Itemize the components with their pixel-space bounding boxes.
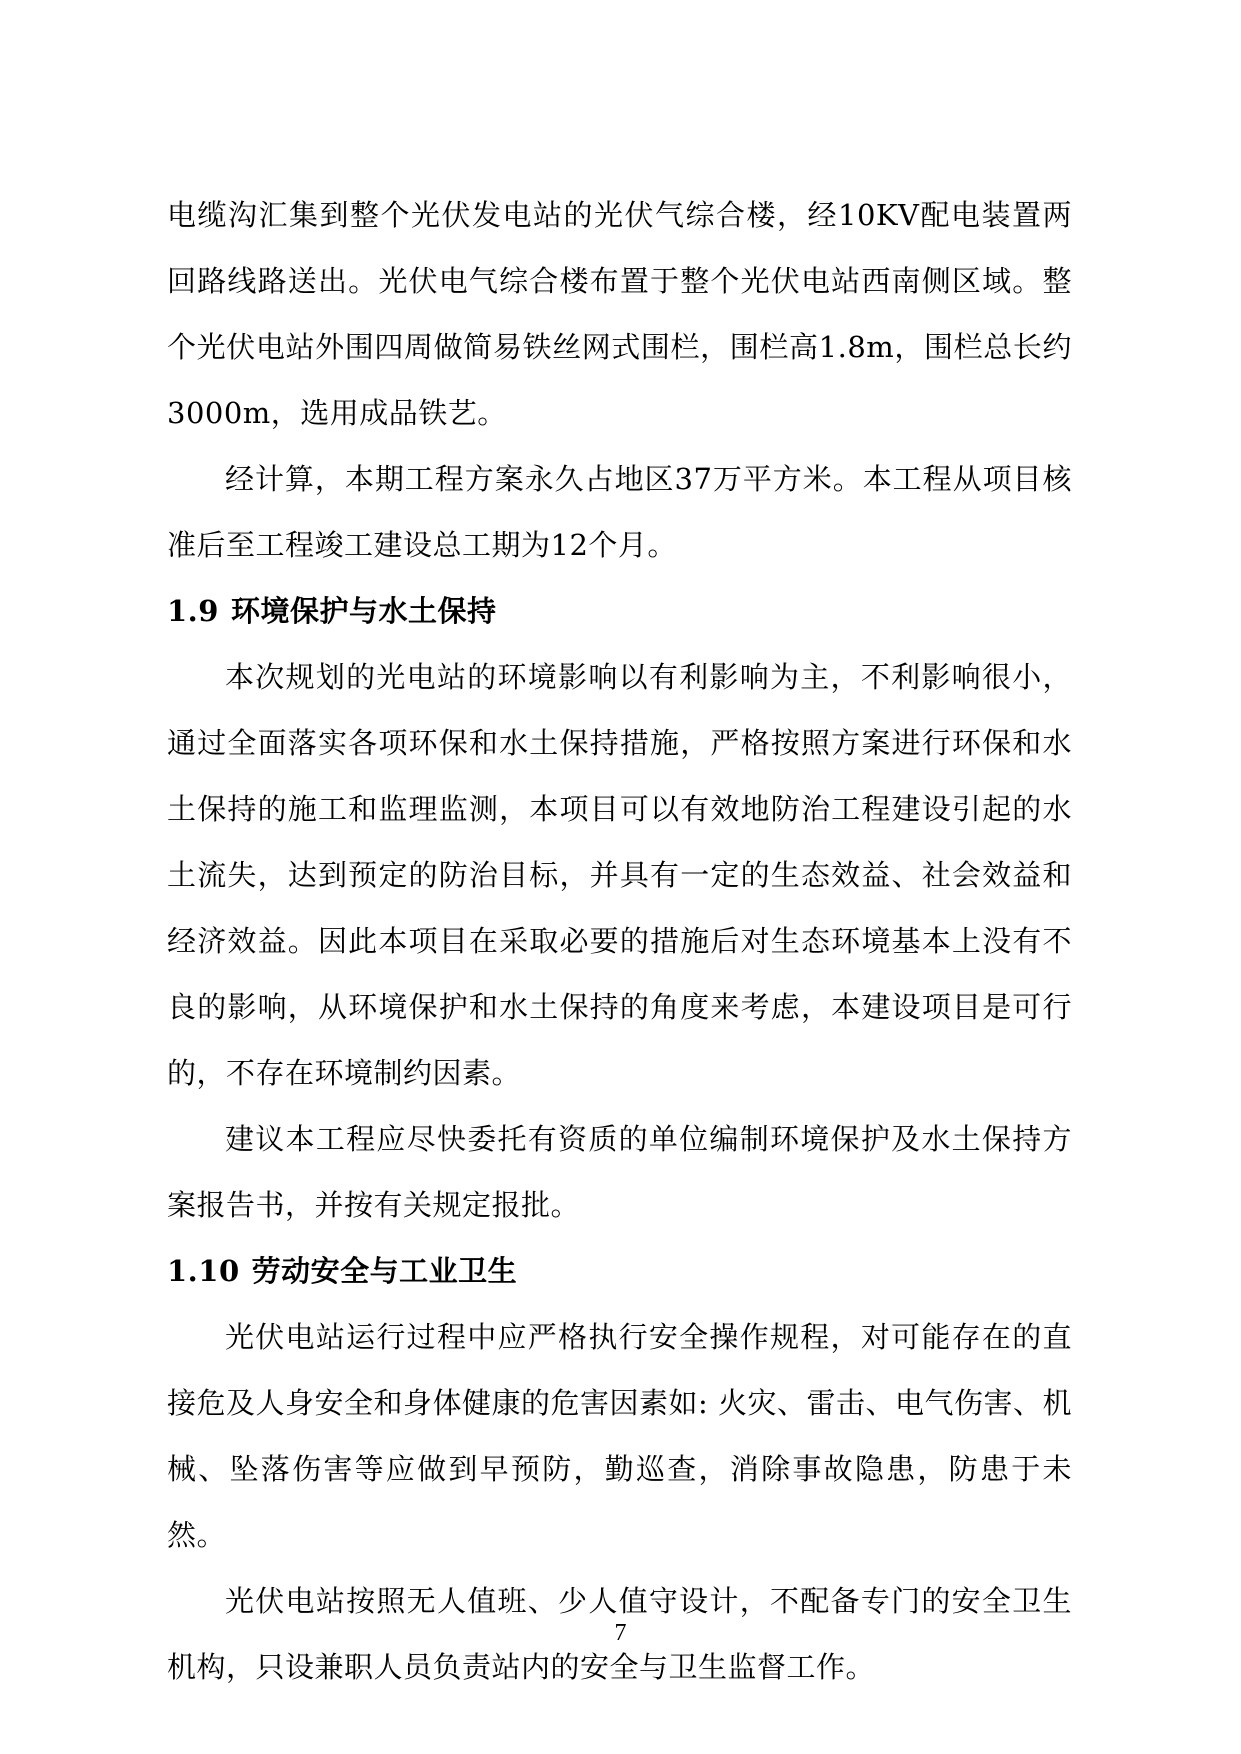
paragraph-environment-impact: 本次规划的光电站的环境影响以有利影响为主，不利影响很小，通过全面落实各项环保和水土保持措施，严格按照方案进行环保和水土保持的施工和监理监测，本项目可以有效地防治工程建设引起的水土流失，达到预定的防治目标，并具有一定的生态效益、社会效益和经济效益。因此本项目在采取必要的措施后对生态环境基本上没有不良的影响，从环境保护和水土保持的角度来考虑，本建设项目是可行的，不存在环境制约因素。 bbox=[167, 660, 1072, 1090]
paragraph-cable-and-fence: 电缆沟汇集到整个光伏发电站的光伏气综合楼，经10KV配电装置两回路线路送出。光伏电气综合楼布置于整个光伏电站西南侧区域。整个光伏电站外围四周做简易铁丝网式围栏，围栏高1.8m，围栏总长约3000m，选用成品铁艺。 bbox=[167, 198, 1072, 430]
paragraph-land-and-schedule: 经计算，本期工程方案永久占地区37万平方米。本工程从项目核准后至工程竣工建设总工期为12个月。 bbox=[167, 462, 1072, 562]
section-heading-labor-safety bbox=[167, 1238, 1072, 1304]
paragraph-staffing: 光伏电站按照无人值班、少人值守设计，不配备专门的安全卫生机构，只设兼职人员负责站内的安全与卫生监督工作。 bbox=[167, 1584, 1072, 1684]
page-body bbox=[167, 182, 1072, 1700]
paragraph-safety-operations: 光伏电站运行过程中应严格执行安全操作规程，对可能存在的直接危及人身安全和身体健康的危害因素如: 火灾、雷击、电气伤害、机械、坠落伤害等应做到早预防，勤巡查，消除事故隐患，防患于未然。 bbox=[167, 1320, 1072, 1552]
section-title: 环境保护与水土保持 bbox=[230, 594, 497, 628]
section-number: 1.9 bbox=[167, 594, 219, 628]
section-number: 1.10 bbox=[167, 1254, 240, 1288]
section-heading-environment bbox=[167, 578, 1072, 644]
paragraph-environment-recommendation: 建议本工程应尽快委托有资质的单位编制环境保护及水土保持方案报告书，并按有关规定报批。 bbox=[167, 1122, 1072, 1222]
page-number: 7 bbox=[614, 1620, 627, 1646]
section-title: 劳动安全与工业卫生 bbox=[251, 1254, 518, 1288]
